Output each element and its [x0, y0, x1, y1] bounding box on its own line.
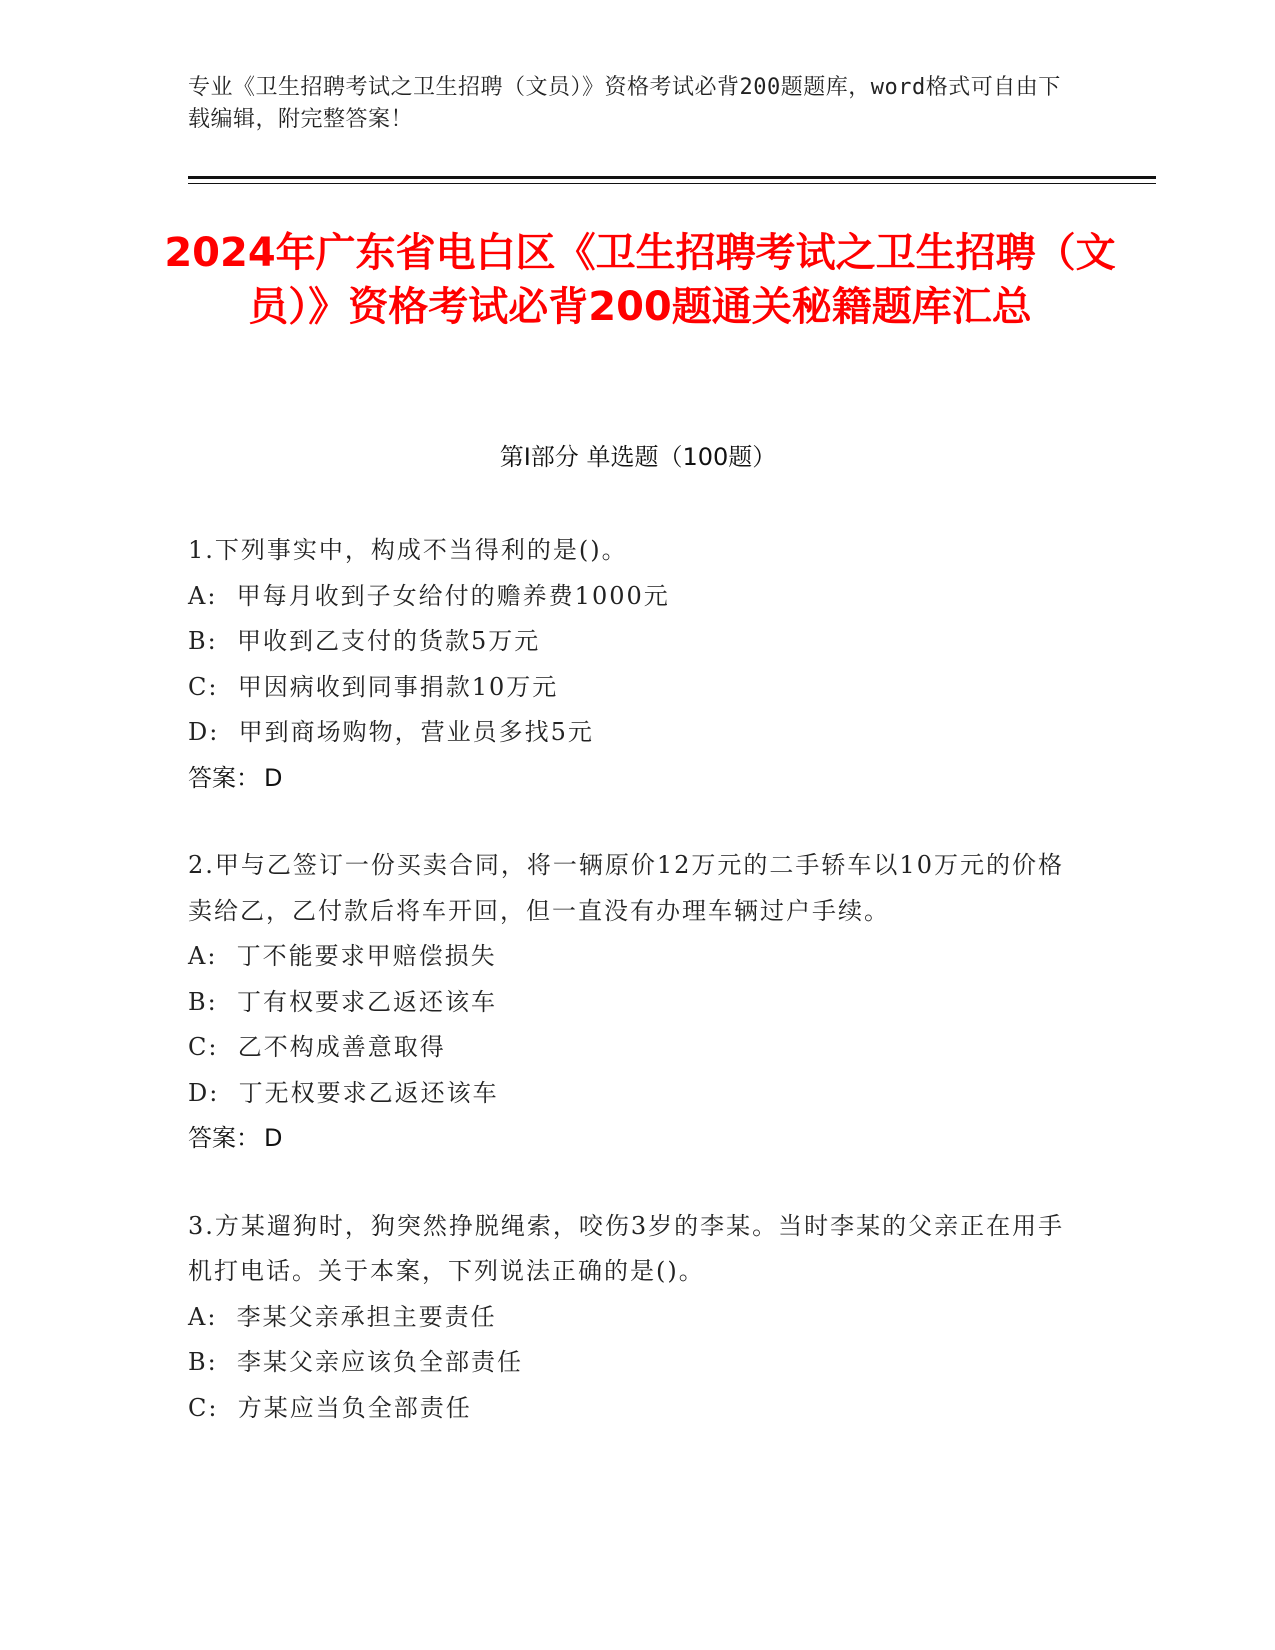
answer-label: 答案：: [188, 763, 260, 792]
option-a: A: 李某父亲承担主要责任: [188, 1302, 497, 1331]
option-a: A: 甲每月收到子女给付的赡养费1000元: [188, 581, 670, 610]
header-divider-thick: [188, 176, 1156, 179]
question-1: [188, 528, 1068, 801]
question-stem: 2.甲与乙签订一份买卖合同，将一辆原价12万元的二手轿车以10万元的价格卖给乙，乙付款后将车开回，但一直没有办理车辆过户手续。: [188, 851, 1064, 925]
answer-label: 答案：: [188, 1124, 260, 1152]
option-d: D: 丁无权要求乙返还该车: [188, 1078, 499, 1107]
option-c: C: 乙不构成善意取得: [188, 1033, 446, 1061]
document-title: 2024年广东省电白区《卫生招聘考试之卫生招聘（文员）》资格考试必背200题通关秘籍题库汇总: [164, 230, 1116, 330]
option-b: B: 丁有权要求乙返还该车: [188, 987, 497, 1016]
option-a: A: 丁不能要求甲赔偿损失: [188, 942, 497, 970]
answer-line: [188, 756, 1068, 802]
option-b: B: 李某父亲应该负全部责任: [188, 1348, 523, 1376]
header-note: 专业《卫生招聘考试之卫生招聘（文员）》资格考试必背200题题库，word格式可自由下载编辑，附完整答案！: [188, 75, 1061, 132]
answer-value: D: [264, 1124, 283, 1152]
option-c: C: 甲因病收到同事捐款10万元: [188, 672, 559, 701]
question-2: [188, 843, 1068, 1162]
question-stem: 3.方某遛狗时，狗突然挣脱绳索，咬伤3岁的李某。当时李某的父亲正在用手机打电话。关于本案，下列说法正确的是()。: [188, 1211, 1065, 1285]
option-d: D: 甲到商场购物，营业员多找5元: [188, 718, 594, 746]
question-stem: 1.下列事实中，构成不当得利的是()。: [188, 536, 628, 564]
answer-value: D: [264, 763, 283, 792]
option-c: C: 方某应当负全部责任: [188, 1393, 472, 1422]
answer-line: [188, 1116, 1068, 1162]
option-b: B: 甲收到乙支付的货款5万元: [188, 627, 541, 655]
section-title: 第I部分 单选题（100题）: [499, 443, 777, 471]
question-3: [188, 1204, 1068, 1432]
header-divider-thin: [188, 183, 1156, 184]
question-list: [188, 528, 1068, 1473]
